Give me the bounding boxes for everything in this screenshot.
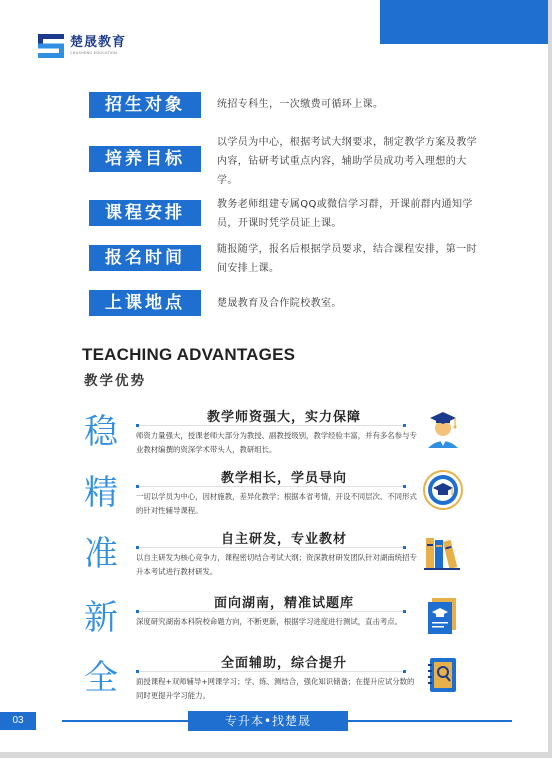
- info-text: 以学员为中心，根据考试大纲要求，制定教学方案及教学内容，钻研考试重点内容，辅助学员成功考入理想的大学。: [217, 137, 477, 186]
- info-text: 统招专科生，一次缴费可循环上课。: [217, 99, 384, 110]
- advantage-title: 教学师资强大，实力保障: [206, 410, 361, 425]
- notebook-icon: [422, 654, 464, 696]
- teacher-avatar-icon: [422, 408, 464, 450]
- advantage-item: [84, 528, 474, 588]
- footer-slogan: 专升本•找楚晟: [188, 711, 348, 731]
- info-text: 教务老师组建专属QQ或微信学习群，开课前群内通知学员，开课时凭学员证上课。: [217, 199, 473, 229]
- logo-mark-icon: [38, 34, 64, 58]
- advantage-char: 全: [84, 658, 118, 698]
- advantage-item: [84, 592, 474, 652]
- divider: [136, 425, 406, 426]
- page-number: 03: [0, 712, 36, 730]
- advantage-item: [84, 652, 474, 712]
- advantage-title: 面向湖南，精准试题库: [213, 596, 354, 611]
- divider: [136, 611, 406, 612]
- advantage-desc: 面授课程+双师辅导+网课学习；学、练、测结合，强化知识储备；在提升应试分数的同时更提升学习能力。: [136, 677, 415, 700]
- divider: [136, 671, 406, 672]
- advantage-title: 全面辅助，综合提升: [220, 656, 347, 671]
- advantage-title: 教学相长，学员导向: [220, 471, 347, 486]
- advantage-char: 精: [84, 473, 118, 513]
- advantage-item: [84, 406, 474, 466]
- advantage-char: 稳: [84, 412, 118, 452]
- info-label: 招生对象: [89, 92, 201, 118]
- advantage-desc: 师资力量强大，授课老师大部分为教授、副教授级别，教学经验丰富，并有多名参与专业教材编撰的资深学术带头人，教研组长。: [136, 431, 417, 454]
- divider: [136, 547, 406, 548]
- info-text: 随报随学，报名后根据学员要求，结合课程安排，第一时间安排上课。: [217, 244, 477, 274]
- info-label: 培养目标: [89, 146, 201, 172]
- advantage-char: 准: [84, 534, 118, 574]
- info-label: 课程安排: [89, 200, 201, 226]
- advantage-desc: 以自主研发为核心竞争力，课程密切结合考试大纲；资深教材研发团队针对湖南统招专升本考试进行教材研发。: [136, 553, 417, 576]
- info-text: 楚晟教育及合作院校教室。: [217, 298, 342, 309]
- info-label: 报名时间: [89, 245, 201, 271]
- advantage-item: [84, 467, 474, 527]
- top-accent-bar: [380, 0, 548, 44]
- brand-logo: [38, 34, 126, 58]
- brand-subtitle: CHUSHENG EDUCATION: [70, 51, 118, 55]
- graduation-cap-icon: [422, 469, 464, 511]
- advantage-title: 自主研发，专业教材: [220, 532, 347, 547]
- advantage-char: 新: [84, 598, 118, 638]
- advantages-title-en: TEACHING ADVANTAGES: [82, 345, 296, 364]
- document-cap-icon: [422, 594, 464, 636]
- advantages-title-cn: 教学优势: [84, 373, 146, 389]
- advantage-desc: 深度研究湖南本科院校命题方向，不断更新，根据学习进度进行测试，直击考点。: [136, 617, 403, 626]
- brand-name: 楚晟教育: [70, 35, 127, 50]
- books-icon: [422, 530, 464, 572]
- info-label: 上课地点: [89, 290, 201, 316]
- advantage-desc: 一切以学员为中心，因材施教，差异化教学；根据本省考情，开设不同层次、不同形式的针对性辅导课程。: [136, 492, 417, 515]
- divider: [136, 486, 406, 487]
